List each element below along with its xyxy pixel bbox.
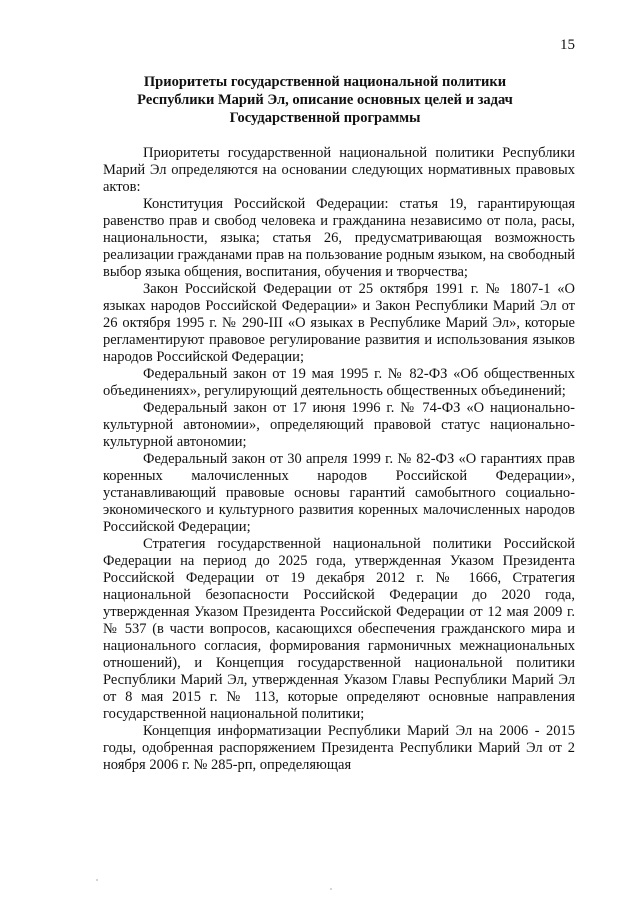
page-number: 15: [560, 37, 575, 53]
document-body: [103, 145, 575, 774]
body-paragraph: Федеральный закон от 19 мая 1995 г. № 82-ФЗ «Об общественных объединениях», регулирующий деятельность общественных объединений;: [103, 366, 575, 399]
scan-artifact: [330, 888, 332, 890]
body-paragraph: Закон Российской Федерации от 25 октября 1991 г. № 1807-1 «О языках народов Российской Федерации» и Закон Республики Марий Эл от 26 октября 1995 г. № 290-III «О языках в Республике Марий Эл», которые регламентируют правовое регулирование развития и использования языков народов Российской Федерации;: [103, 281, 575, 365]
title-line: Приоритеты государственной национальной политики: [143, 74, 507, 90]
section-title: [100, 73, 550, 127]
body-paragraph: Конституция Российской Федерации: статья 19, гарантирующая равенство прав и свобод человека и гражданина независимо от пола, расы, национальности, языка; статья 26, предусматривающая возможность реализации гражданами прав на пользование родным языком, на свободный выбор языка общения, воспитания, обучения и творчества;: [103, 196, 575, 280]
body-paragraph: Приоритеты государственной национальной политики Республики Марий Эл определяются на основании следующих нормативных правовых актов:: [103, 145, 575, 195]
body-paragraph: Концепция информатизации Республики Марий Эл на 2006 - 2015 годы, одобренная распоряжением Президента Республики Марий Эл от 2 ноября 2006 г. № 285-рп, определяющая: [103, 723, 575, 773]
title-line: Республики Марий Эл, описание основных целей и задач: [137, 92, 513, 108]
title-line: Государственной программы: [229, 110, 421, 126]
scan-artifact: [96, 879, 98, 881]
body-paragraph: Стратегия государственной национальной политики Российской Федерации на период до 2025 года, утвержденная Указом Президента Российской Федерации от 19 декабря 2012 г. № 1666, Стратегия национальной безопасности Российской Федерации до 2020 года, утвержденная Указом Президента Российской Федерации от 12 мая 2009 г. № 537 (в части вопросов, касающихся обеспечения гражданского мира и национального согласия, формирования гармоничных межнациональных отношений), и Концепция государственной национальной политики Республики Марий Эл, утвержденная Указом Главы Республики Марий Эл от 8 мая 2015 г. № 113, которые определяют основные направления государственной национальной политики;: [103, 536, 575, 722]
body-paragraph: Федеральный закон от 17 июня 1996 г. № 74-ФЗ «О национально-культурной автономии», определяющий правовой статус национально-культурной автономии;: [103, 400, 575, 450]
body-paragraph: Федеральный закон от 30 апреля 1999 г. № 82-ФЗ «О гарантиях прав коренных малочисленных народов Российской Федерации», устанавливающий правовые основы гарантий самобытного социально-экономического и культурного развития коренных малочисленных народов Российской Федерации;: [103, 451, 575, 535]
